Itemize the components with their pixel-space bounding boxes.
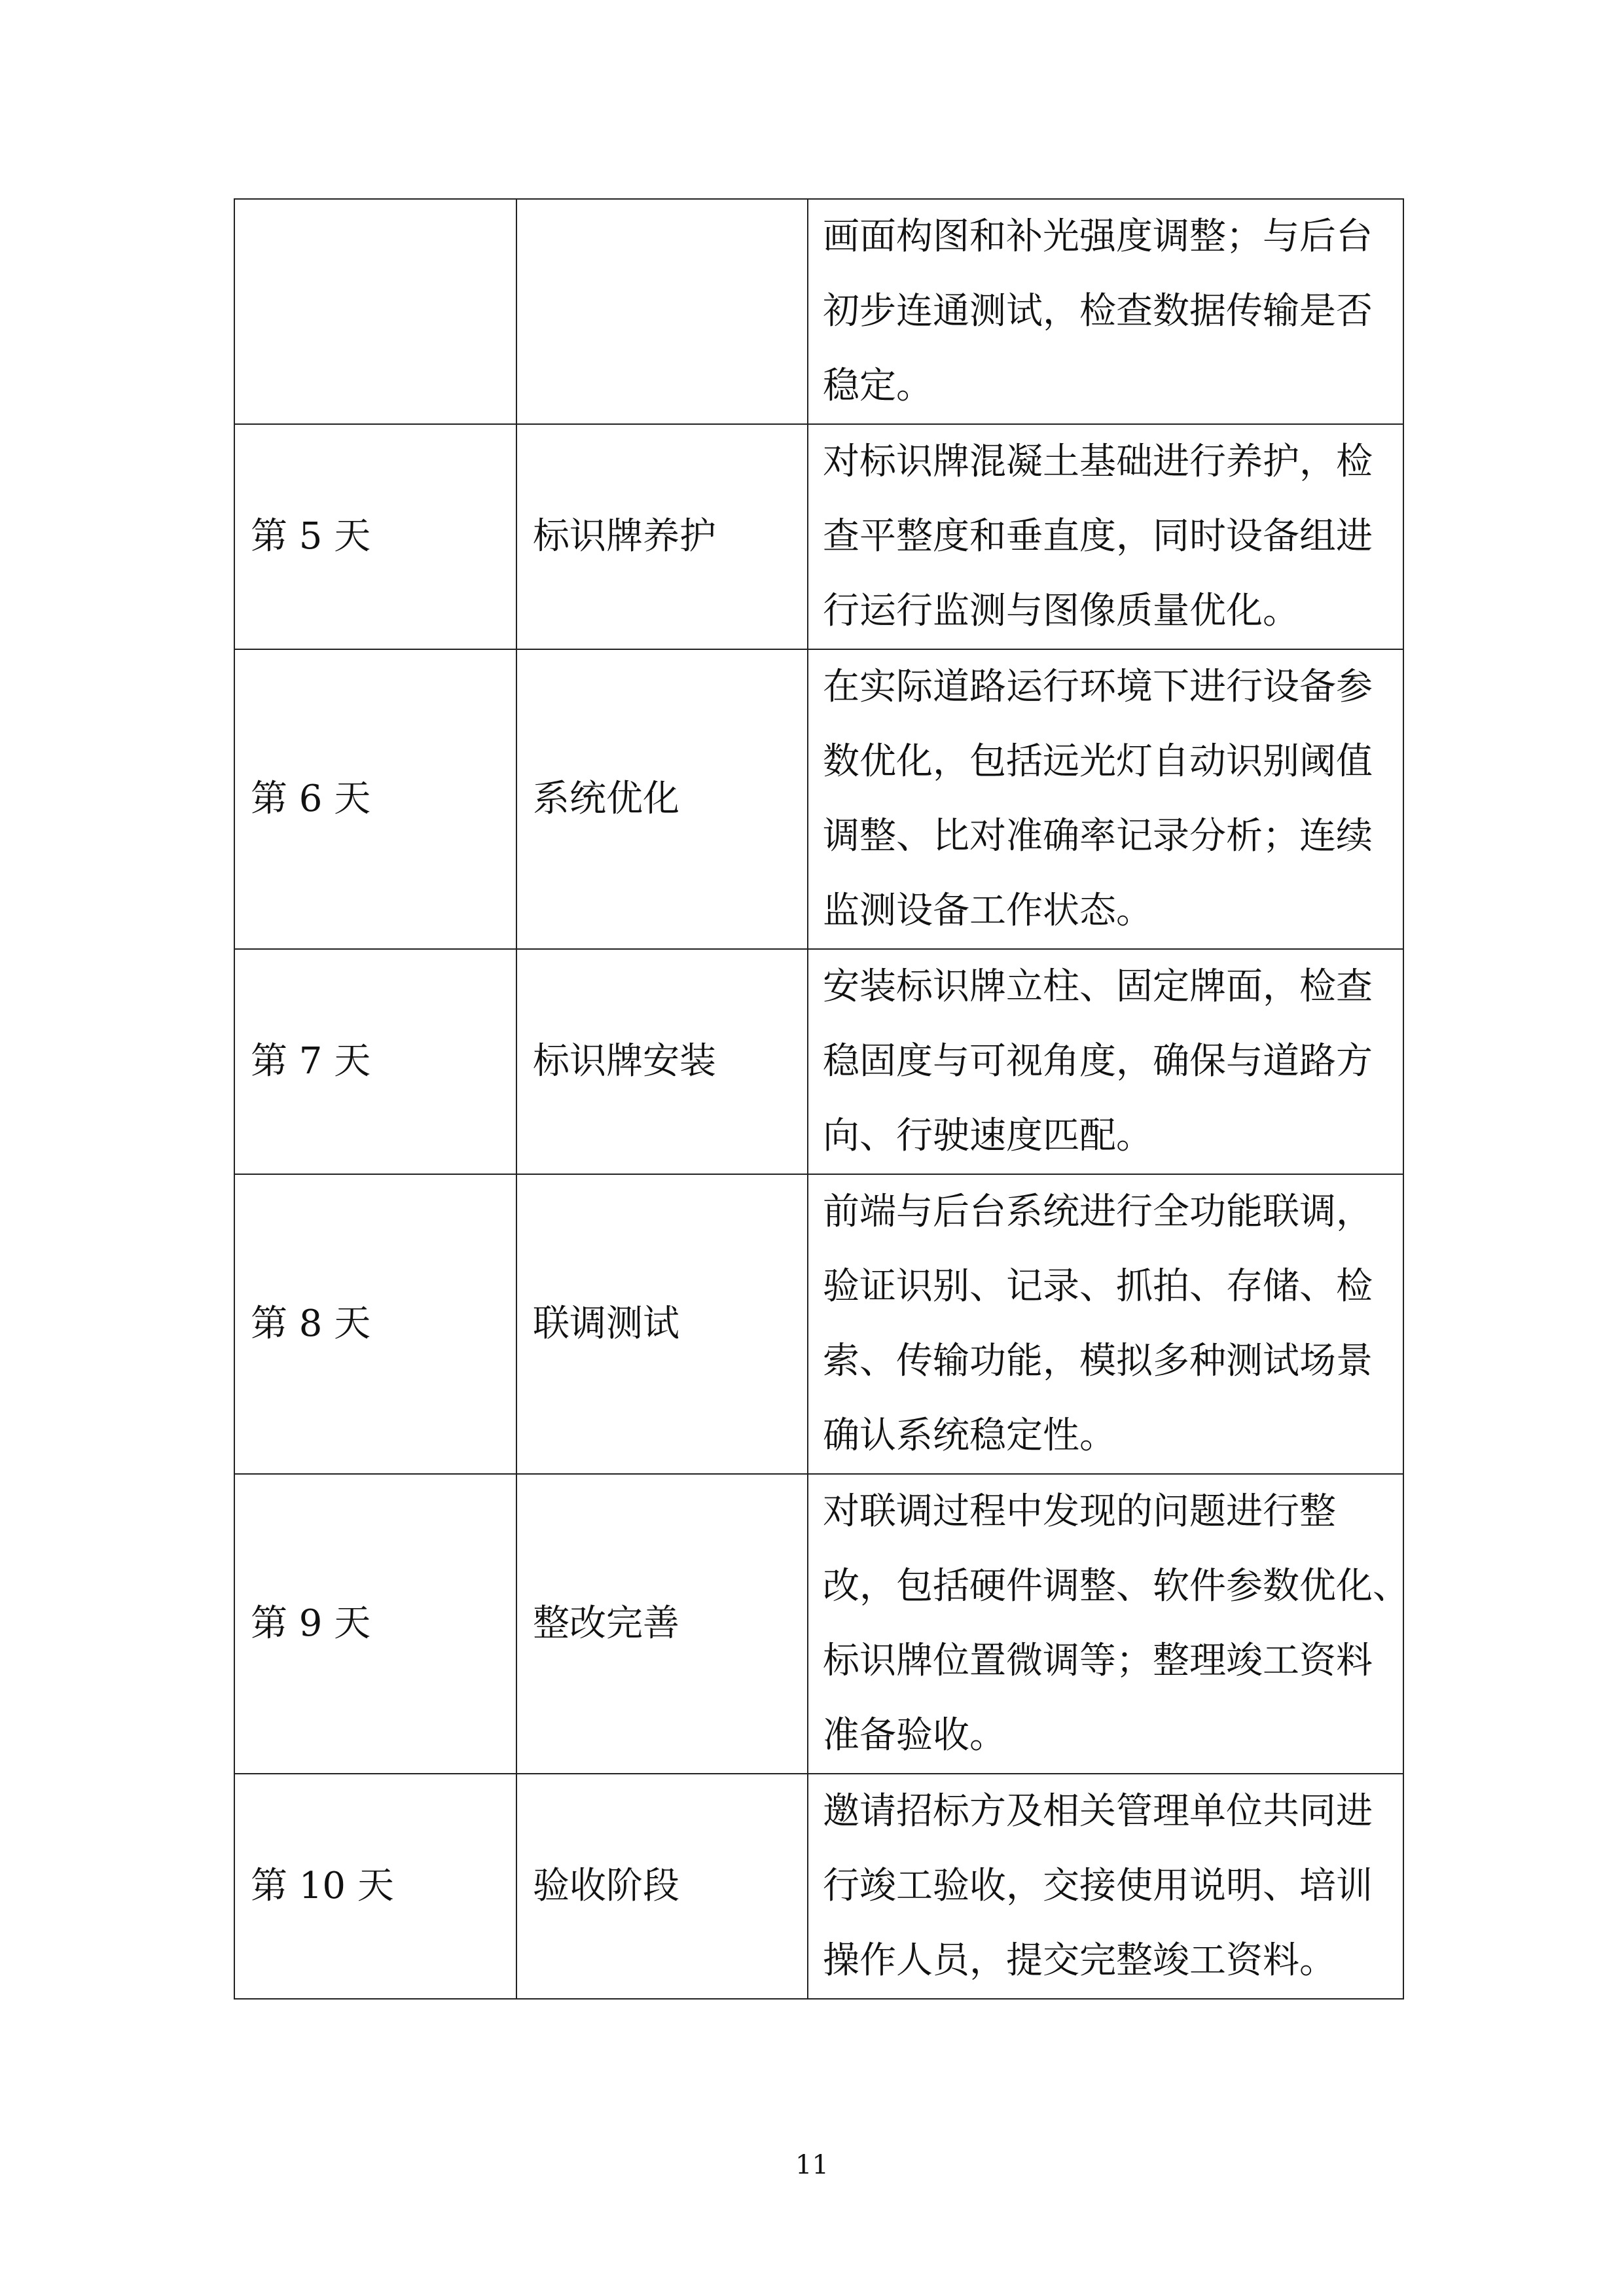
document-page	[234, 198, 1409, 2000]
description-line: 对标识牌混凝土基础进行养护，检	[823, 440, 1373, 483]
table-row	[234, 949, 1403, 1174]
day-cell: 第 7 天	[234, 949, 516, 1174]
description-line: 安装标识牌立柱、固定牌面，检查	[823, 965, 1373, 1008]
description-cell	[808, 949, 1403, 1174]
description-line: 监测设备工作状态。	[823, 889, 1153, 932]
description-line: 对联调过程中发现的问题进行整	[823, 1490, 1336, 1533]
description-cell	[808, 424, 1403, 649]
task-cell: 系统优化	[516, 649, 808, 949]
page-number: 11	[795, 2150, 829, 2180]
description-line: 在实际道路运行环境下进行设备参	[823, 666, 1373, 708]
description-line: 向、行驶速度匹配。	[823, 1115, 1153, 1157]
description-cell	[808, 199, 1403, 424]
task-cell	[516, 199, 808, 424]
description-line: 操作人员，提交完整竣工资料。	[823, 1939, 1336, 1982]
description-line: 画面构图和补光强度调整；与后台	[823, 215, 1373, 258]
table-row	[234, 1174, 1403, 1474]
day-cell: 第 9 天	[234, 1474, 516, 1774]
table-row	[234, 1774, 1403, 1999]
task-cell: 标识牌安装	[516, 949, 808, 1174]
day-cell: 第 8 天	[234, 1174, 516, 1474]
description-line: 前端与后台系统进行全功能联调，	[823, 1191, 1373, 1233]
description-line: 查平整度和垂直度，同时设备组进	[823, 515, 1373, 558]
description-cell	[808, 1774, 1403, 1999]
description-cell	[808, 1474, 1409, 1774]
description-line: 索、传输功能，模拟多种测试场景	[823, 1340, 1373, 1382]
description-line: 数优化，包括远光灯自动识别阈值	[823, 740, 1373, 783]
table-row	[234, 199, 1403, 424]
description-line: 调整、比对准确率记录分析；连续	[823, 815, 1373, 857]
day-cell	[234, 199, 516, 424]
description-cell	[808, 1174, 1403, 1474]
description-line: 邀请招标方及相关管理单位共同进	[823, 1790, 1373, 1833]
description-line: 准备验收。	[823, 1714, 1006, 1757]
task-cell: 标识牌养护	[516, 424, 808, 649]
task-cell: 验收阶段	[516, 1774, 808, 1999]
table-row	[234, 1474, 1403, 1774]
description-line: 行运行监测与图像质量优化。	[823, 590, 1299, 632]
description-line: 稳定。	[823, 365, 933, 407]
day-cell: 第 5 天	[234, 424, 516, 649]
description-line: 标识牌位置微调等；整理竣工资料	[823, 1640, 1373, 1682]
description-cell	[808, 649, 1403, 949]
description-line: 验证识别、记录、抓拍、存储、检	[823, 1265, 1373, 1308]
table-row	[234, 424, 1403, 649]
task-cell: 整改完善	[516, 1474, 808, 1774]
day-cell: 第 10 天	[234, 1774, 516, 1999]
table-row	[234, 649, 1403, 949]
description-line: 初步连通测试，检查数据传输是否	[823, 290, 1373, 332]
day-cell: 第 6 天	[234, 649, 516, 949]
description-line: 确认系统稳定性。	[823, 1414, 1116, 1457]
description-line: 改，包括硬件调整、软件参数优化、	[823, 1565, 1409, 1607]
schedule-table	[234, 198, 1409, 2000]
task-cell: 联调测试	[516, 1174, 808, 1474]
description-line: 行竣工验收，交接使用说明、培训	[823, 1865, 1373, 1907]
description-line: 稳固度与可视角度，确保与道路方	[823, 1040, 1373, 1083]
